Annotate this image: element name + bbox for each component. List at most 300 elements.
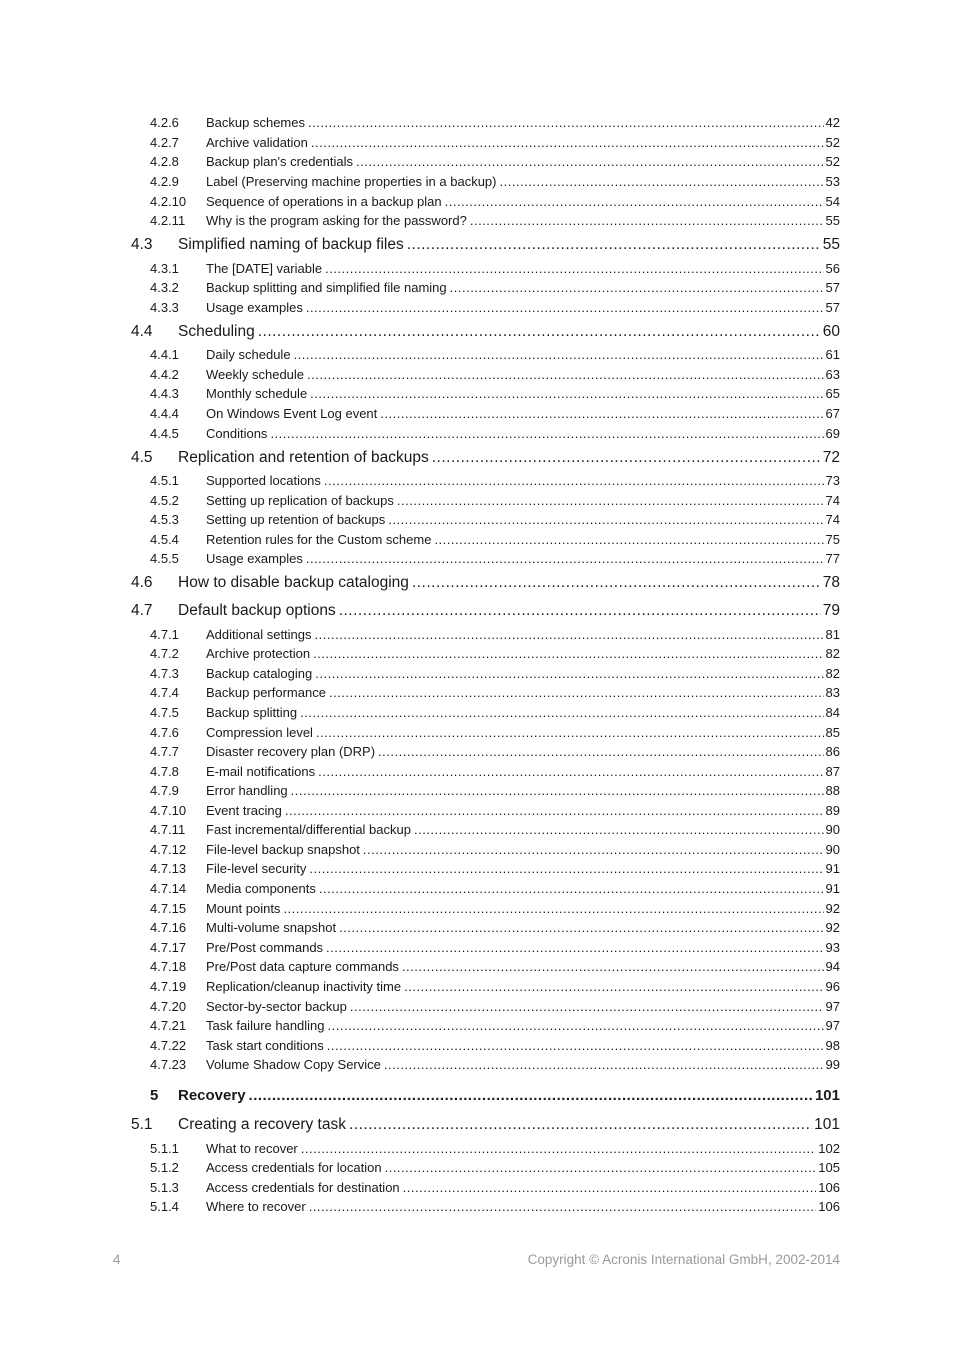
toc-entry-page: 73 [825, 473, 840, 488]
toc-entry-body [206, 1199, 840, 1214]
toc-dot-leader [328, 1018, 824, 1033]
toc-entry-page: 90 [825, 842, 840, 857]
toc-dot-leader [380, 406, 823, 421]
toc-entry-body [206, 822, 840, 837]
toc-entry-page: 92 [825, 901, 840, 916]
toc-entry-number: 5.1.3 [150, 1180, 179, 1195]
toc-entry-title: Monthly schedule [206, 386, 308, 401]
toc-entry-body [206, 940, 840, 955]
toc-entry[interactable] [0, 764, 954, 783]
toc-dot-leader [349, 1116, 812, 1134]
toc-entry-number: 4.7.11 [150, 822, 186, 837]
toc-entry[interactable] [0, 602, 954, 624]
toc-entry-title: Archive protection [206, 646, 311, 661]
toc-entry-page: 79 [822, 602, 840, 619]
toc-entry-title: Usage examples [206, 300, 303, 315]
toc-entry-body [206, 920, 840, 935]
toc-entry-page: 67 [825, 406, 840, 421]
toc-entry-body [206, 959, 840, 974]
toc-entry[interactable] [0, 473, 954, 492]
toc-entry-title: Weekly schedule [206, 367, 305, 382]
toc-entry-number: 4.6 [131, 574, 153, 591]
toc-entry-page: 96 [825, 979, 840, 994]
toc-dot-leader [434, 532, 823, 547]
toc-entry-page: 52 [825, 135, 840, 150]
toc-entry-page: 90 [825, 822, 840, 837]
toc-entry-page: 89 [825, 803, 840, 818]
toc-entry-page: 60 [822, 323, 840, 340]
toc-entry-body [206, 135, 840, 150]
toc-entry-page: 77 [825, 551, 840, 566]
toc-entry-page: 82 [825, 646, 840, 661]
toc-entry-number: 4.4.4 [150, 406, 179, 421]
toc-dot-leader [307, 367, 823, 382]
toc-dot-leader [300, 705, 823, 720]
toc-dot-leader [285, 803, 824, 818]
toc-entry-title: Multi-volume snapshot [206, 920, 337, 935]
toc-entry[interactable] [0, 725, 954, 744]
toc-entry[interactable] [0, 861, 954, 880]
footer-copyright: Copyright © Acronis International GmbH, 2002-2014 [527, 1252, 840, 1267]
toc-entry-page: 106 [818, 1199, 840, 1214]
toc-dot-leader [403, 1180, 817, 1195]
toc-entry-title: Error handling [206, 783, 288, 798]
toc-entry-number: 4.5.4 [150, 532, 179, 547]
toc-entry-body [206, 532, 840, 547]
toc-entry-number: 4.7.13 [150, 861, 187, 876]
toc-entry-body [206, 367, 840, 382]
toc-entry-body [206, 261, 840, 276]
toc-dot-leader [500, 174, 824, 189]
toc-dot-leader [414, 822, 824, 837]
toc-entry-title: Task failure handling [206, 1018, 325, 1033]
toc-entry[interactable] [0, 1141, 954, 1160]
toc-dot-leader [407, 236, 821, 254]
toc-entry-number: 5.1.4 [150, 1199, 179, 1214]
toc-entry-body [206, 406, 840, 421]
toc-entry[interactable] [0, 1087, 954, 1109]
toc-entry[interactable] [0, 1057, 954, 1076]
toc-entry-number: 4.7.18 [150, 959, 187, 974]
toc-entry-page: 81 [825, 627, 840, 642]
toc-entry-title: Media components [206, 881, 316, 896]
toc-entry-number: 4.2.7 [150, 135, 179, 150]
toc-entry-page: 105 [818, 1160, 840, 1175]
toc-entry-number: 4.7.7 [150, 744, 179, 759]
toc-entry-page: 42 [825, 115, 840, 130]
toc-entry-page: 78 [822, 574, 840, 591]
toc-entry-title: Additional settings [206, 627, 312, 642]
toc-entry-title: Scheduling [178, 323, 255, 340]
toc-entry-number: 4.2.8 [150, 154, 179, 169]
toc-entry-title: Daily schedule [206, 347, 291, 362]
toc-entry[interactable] [0, 1160, 954, 1179]
toc-entry[interactable] [0, 920, 954, 939]
toc-entry-body [206, 512, 840, 527]
toc-dot-leader [316, 725, 824, 740]
toc-entry-number: 4.5.5 [150, 551, 179, 566]
toc-entry-title: Backup plan's credentials [206, 154, 354, 169]
toc-entry-body [206, 473, 840, 488]
toc-entry[interactable] [0, 574, 954, 596]
toc-entry-body [206, 1057, 840, 1072]
toc-entry-body [206, 842, 840, 857]
toc-entry-page: 55 [822, 236, 840, 253]
toc-entry-page: 84 [825, 705, 840, 720]
toc-entry[interactable] [0, 705, 954, 724]
toc-entry-title: Compression level [206, 725, 313, 740]
toc-entry[interactable] [0, 426, 954, 445]
toc-dot-leader [283, 901, 823, 916]
toc-entry-title: Pre/Post data capture commands [206, 959, 399, 974]
toc-entry-number: 4.7.16 [150, 920, 187, 935]
toc-entry[interactable] [0, 979, 954, 998]
toc-dot-leader [385, 1160, 817, 1175]
toc-entry[interactable] [0, 1199, 954, 1218]
toc-entry-number: 4.7.12 [150, 842, 187, 857]
toc-entry-page: 85 [825, 725, 840, 740]
toc-entry-body [206, 154, 840, 169]
toc-entry-number: 4.2.6 [150, 115, 179, 130]
toc-entry-title: Backup splitting [206, 705, 298, 720]
toc-entry-title: Setting up retention of backups [206, 512, 386, 527]
toc-entry-title: On Windows Event Log event [206, 406, 378, 421]
toc-entry-title: Supported locations [206, 473, 321, 488]
toc-entry-title: Backup performance [206, 685, 326, 700]
toc-dot-leader [388, 512, 823, 527]
toc-entry-number: 4.7.3 [150, 666, 179, 681]
toc-entry-body [206, 1141, 840, 1156]
toc-entry-page: 93 [825, 940, 840, 955]
toc-entry-body [206, 426, 840, 441]
toc-entry-title: Where to recover [206, 1199, 306, 1214]
toc-dot-leader [310, 386, 823, 401]
toc-entry-body [206, 213, 840, 228]
toc-entry-title: Task start conditions [206, 1038, 324, 1053]
toc-entry-title: Usage examples [206, 551, 303, 566]
toc-entry-title: Event tracing [206, 803, 282, 818]
toc-entry-number: 4.4.1 [150, 347, 179, 362]
toc-entry-page: 54 [825, 194, 840, 209]
toc-entry-page: 92 [825, 920, 840, 935]
toc-entry[interactable] [0, 300, 954, 319]
toc-dot-leader [315, 627, 824, 642]
toc-entry[interactable] [0, 512, 954, 531]
toc-entry-page: 56 [825, 261, 840, 276]
toc-entry[interactable] [0, 959, 954, 978]
toc-dot-leader [306, 300, 824, 315]
toc-entry-number: 4.7.14 [150, 881, 187, 896]
toc-entry[interactable] [0, 347, 954, 366]
toc-entry-body [206, 783, 840, 798]
toc-entry[interactable] [0, 367, 954, 386]
toc-entry-body [206, 646, 840, 661]
toc-entry-page: 74 [825, 512, 840, 527]
toc-entry-number: 4.7.1 [150, 627, 179, 642]
toc-dot-leader [384, 1057, 824, 1072]
toc-entry-page: 83 [825, 685, 840, 700]
toc-dot-leader [378, 744, 823, 759]
toc-entry[interactable] [0, 1038, 954, 1057]
toc-entry-body [206, 744, 840, 759]
toc-dot-leader [324, 473, 824, 488]
toc-dot-leader [306, 551, 824, 566]
toc-dot-leader [404, 979, 823, 994]
toc-entry-body [178, 602, 840, 620]
toc-entry[interactable] [0, 236, 954, 258]
toc-entry-body [178, 236, 840, 254]
toc-entry-body [206, 174, 840, 189]
toc-entry[interactable] [0, 323, 954, 345]
toc-entry[interactable] [0, 1180, 954, 1199]
toc-entry-number: 4.7.4 [150, 685, 179, 700]
toc-entry[interactable] [0, 1018, 954, 1037]
toc-entry-number: 4.3.3 [150, 300, 179, 315]
toc-entry-page: 69 [825, 426, 840, 441]
toc-entry-page: 101 [814, 1087, 840, 1104]
toc-entry-page: 65 [825, 386, 840, 401]
toc-entry-body [206, 115, 840, 130]
toc-entry-title: File-level security [206, 861, 307, 876]
toc-entry-number: 4.7.22 [150, 1038, 187, 1053]
toc-entry-number: 4.7.20 [150, 999, 187, 1014]
toc-entry[interactable] [0, 135, 954, 154]
toc-entry-page: 106 [818, 1180, 840, 1195]
toc-entry-page: 75 [825, 532, 840, 547]
toc-entry-body [206, 979, 840, 994]
toc-dot-leader [412, 574, 821, 592]
toc-entry-title: How to disable backup cataloging [178, 574, 409, 591]
toc-entry-title: Access credentials for destination [206, 1180, 400, 1195]
toc-entry-number: 4.5.2 [150, 493, 179, 508]
toc-entry-body [206, 347, 840, 362]
footer-page-number: 4 [113, 1252, 121, 1267]
toc-dot-leader [249, 1087, 813, 1104]
toc-entry-body [206, 493, 840, 508]
toc-dot-leader [397, 493, 824, 508]
toc-entry-body [206, 881, 840, 896]
toc-entry-number: 4.7.15 [150, 901, 187, 916]
toc-entry-page: 63 [825, 367, 840, 382]
toc-entry-number: 4.4.2 [150, 367, 179, 382]
toc-entry-number: 4.7.5 [150, 705, 179, 720]
toc-entry-page: 57 [825, 280, 840, 295]
toc-dot-leader [313, 646, 823, 661]
toc-entry-body [206, 666, 840, 681]
toc-entry[interactable] [0, 261, 954, 280]
toc-entry[interactable] [0, 406, 954, 425]
toc-entry-page: 86 [825, 744, 840, 759]
toc-entry-title: Backup schemes [206, 115, 305, 130]
toc-dot-leader [363, 842, 824, 857]
toc-entry[interactable] [0, 154, 954, 173]
toc-entry-title: Simplified naming of backup files [178, 236, 404, 253]
toc-entry-title: Sequence of operations in a backup plan [206, 194, 442, 209]
toc-dot-leader [309, 861, 823, 876]
toc-entry[interactable] [0, 493, 954, 512]
toc-entry-body [206, 194, 840, 209]
toc-dot-leader [319, 881, 824, 896]
toc-entry-number: 4.5.1 [150, 473, 179, 488]
toc-entry-number: 4.5 [131, 449, 153, 466]
toc-entry[interactable] [0, 115, 954, 134]
toc-entry-number: 4.4.3 [150, 386, 179, 401]
toc-entry-body [206, 386, 840, 401]
toc-dot-leader [291, 783, 824, 798]
toc-entry-title: Sector-by-sector backup [206, 999, 347, 1014]
toc-dot-leader [329, 685, 824, 700]
toc-entry-title: Setting up replication of backups [206, 493, 394, 508]
toc-entry-number: 4.5.3 [150, 512, 179, 527]
toc-entry-body [206, 1160, 840, 1175]
toc-entry-page: 99 [825, 1057, 840, 1072]
toc-entry-page: 53 [825, 174, 840, 189]
toc-entry[interactable] [0, 822, 954, 841]
toc-entry-body [206, 705, 840, 720]
toc-entry-body [178, 1116, 840, 1134]
toc-entry[interactable] [0, 449, 954, 471]
toc-entry-title: E-mail notifications [206, 764, 316, 779]
toc-entry-number: 4.2.11 [150, 213, 186, 228]
toc-entry-number: 4.7.10 [150, 803, 187, 818]
toc-entry-body [206, 551, 840, 566]
toc-entry-body [178, 574, 840, 592]
toc-dot-leader [445, 194, 824, 209]
toc-entry-number: 4.7.19 [150, 979, 187, 994]
toc-entry-page: 74 [825, 493, 840, 508]
toc-entry-body [206, 300, 840, 315]
toc-dot-leader [318, 764, 823, 779]
toc-entry-title: Default backup options [178, 602, 336, 619]
toc-dot-leader [315, 666, 823, 681]
toc-entry-number: 4.7 [131, 602, 153, 619]
toc-entry-title: Backup splitting and simplified file naming [206, 280, 447, 295]
toc-entry-body [206, 1018, 840, 1033]
toc-entry-number: 4.7.8 [150, 764, 179, 779]
toc-entry[interactable] [0, 881, 954, 900]
toc-entry-title: Creating a recovery task [178, 1116, 346, 1133]
toc-entry-title: File-level backup snapshot [206, 842, 360, 857]
toc-entry[interactable] [0, 194, 954, 213]
toc-entry-title: What to recover [206, 1141, 298, 1156]
toc-entry-number: 5.1.2 [150, 1160, 179, 1175]
toc-entry[interactable] [0, 783, 954, 802]
toc-entry[interactable] [0, 666, 954, 685]
toc-entry[interactable] [0, 1116, 954, 1138]
toc-entry[interactable] [0, 386, 954, 405]
toc-entry-page: 91 [825, 881, 840, 896]
toc-entry-number: 4.3.2 [150, 280, 179, 295]
toc-entry-body [206, 1180, 840, 1195]
toc-entry-page: 88 [825, 783, 840, 798]
toc-entry[interactable] [0, 627, 954, 646]
toc-entry[interactable] [0, 551, 954, 570]
toc-entry-title: Why is the program asking for the password? [206, 213, 467, 228]
toc-entry-title: Label (Preserving machine properties in a backup) [206, 174, 497, 189]
toc-dot-leader [450, 280, 824, 295]
toc-entry[interactable] [0, 940, 954, 959]
toc-entry[interactable] [0, 532, 954, 551]
toc-dot-leader [356, 154, 824, 169]
toc-entry-body [206, 280, 840, 295]
toc-entry-page: 82 [825, 666, 840, 681]
toc-entry-page: 102 [818, 1141, 840, 1156]
toc-entry-number: 4.7.6 [150, 725, 179, 740]
toc-entry-title: Retention rules for the Custom scheme [206, 532, 432, 547]
toc-entry-title: Pre/Post commands [206, 940, 324, 955]
toc-entry[interactable] [0, 901, 954, 920]
toc-entry-number: 4.2.9 [150, 174, 179, 189]
toc-dot-leader [327, 1038, 824, 1053]
toc-entry-body [206, 627, 840, 642]
toc-entry-number: 4.7.2 [150, 646, 179, 661]
toc-entry-title: Backup cataloging [206, 666, 313, 681]
toc-dot-leader [339, 920, 823, 935]
toc-entry[interactable] [0, 685, 954, 704]
toc-dot-leader [402, 959, 824, 974]
toc-entry-page: 52 [825, 154, 840, 169]
toc-entry-number: 4.3.1 [150, 261, 179, 276]
toc-entry-page: 98 [825, 1038, 840, 1053]
toc-entry-page: 101 [814, 1116, 840, 1133]
toc-entry-page: 97 [825, 1018, 840, 1033]
toc-entry-title: Replication and retention of backups [178, 449, 429, 466]
toc-entry-body [178, 1087, 840, 1104]
toc-entry[interactable] [0, 744, 954, 763]
toc-entry-body [206, 861, 840, 876]
toc-entry-body [206, 1038, 840, 1053]
toc-entry[interactable] [0, 646, 954, 665]
toc-dot-leader [270, 426, 823, 441]
toc-entry-title: Mount points [206, 901, 281, 916]
toc-dot-leader [432, 449, 821, 467]
toc-entry-number: 4.7.23 [150, 1057, 187, 1072]
toc-entry-page: 94 [825, 959, 840, 974]
toc-dot-leader [350, 999, 824, 1014]
toc-entry-page: 91 [825, 861, 840, 876]
toc-dot-leader [326, 940, 823, 955]
toc-dot-leader [258, 323, 821, 341]
toc-entry[interactable] [0, 174, 954, 193]
toc-entry-number: 5.1 [131, 1116, 153, 1133]
toc-entry-body [178, 323, 840, 341]
toc-entry-number: 4.4.5 [150, 426, 179, 441]
toc-entry-page: 87 [825, 764, 840, 779]
toc-entry-number: 4.7.21 [150, 1018, 187, 1033]
toc-entry-body [206, 725, 840, 740]
toc-entry-number: 4.7.9 [150, 783, 179, 798]
toc-entry-body [206, 901, 840, 916]
toc-entry-title: Conditions [206, 426, 268, 441]
toc-entry[interactable] [0, 280, 954, 299]
toc-entry-number: 4.7.17 [150, 940, 187, 955]
toc-entry-body [206, 685, 840, 700]
toc-entry-title: Access credentials for location [206, 1160, 382, 1175]
toc-entry-title: Disaster recovery plan (DRP) [206, 744, 376, 759]
toc-dot-leader [309, 1199, 817, 1214]
toc-entry[interactable] [0, 842, 954, 861]
toc-entry-body [206, 764, 840, 779]
toc-entry[interactable] [0, 213, 954, 232]
toc-entry-page: 57 [825, 300, 840, 315]
toc-entry-page: 72 [822, 449, 840, 466]
toc-dot-leader [325, 261, 823, 276]
toc-entry[interactable] [0, 999, 954, 1018]
toc-entry-page: 61 [825, 347, 840, 362]
toc-entry[interactable] [0, 803, 954, 822]
toc-dot-leader [339, 602, 821, 620]
toc-entry-number: 5 [150, 1087, 159, 1104]
